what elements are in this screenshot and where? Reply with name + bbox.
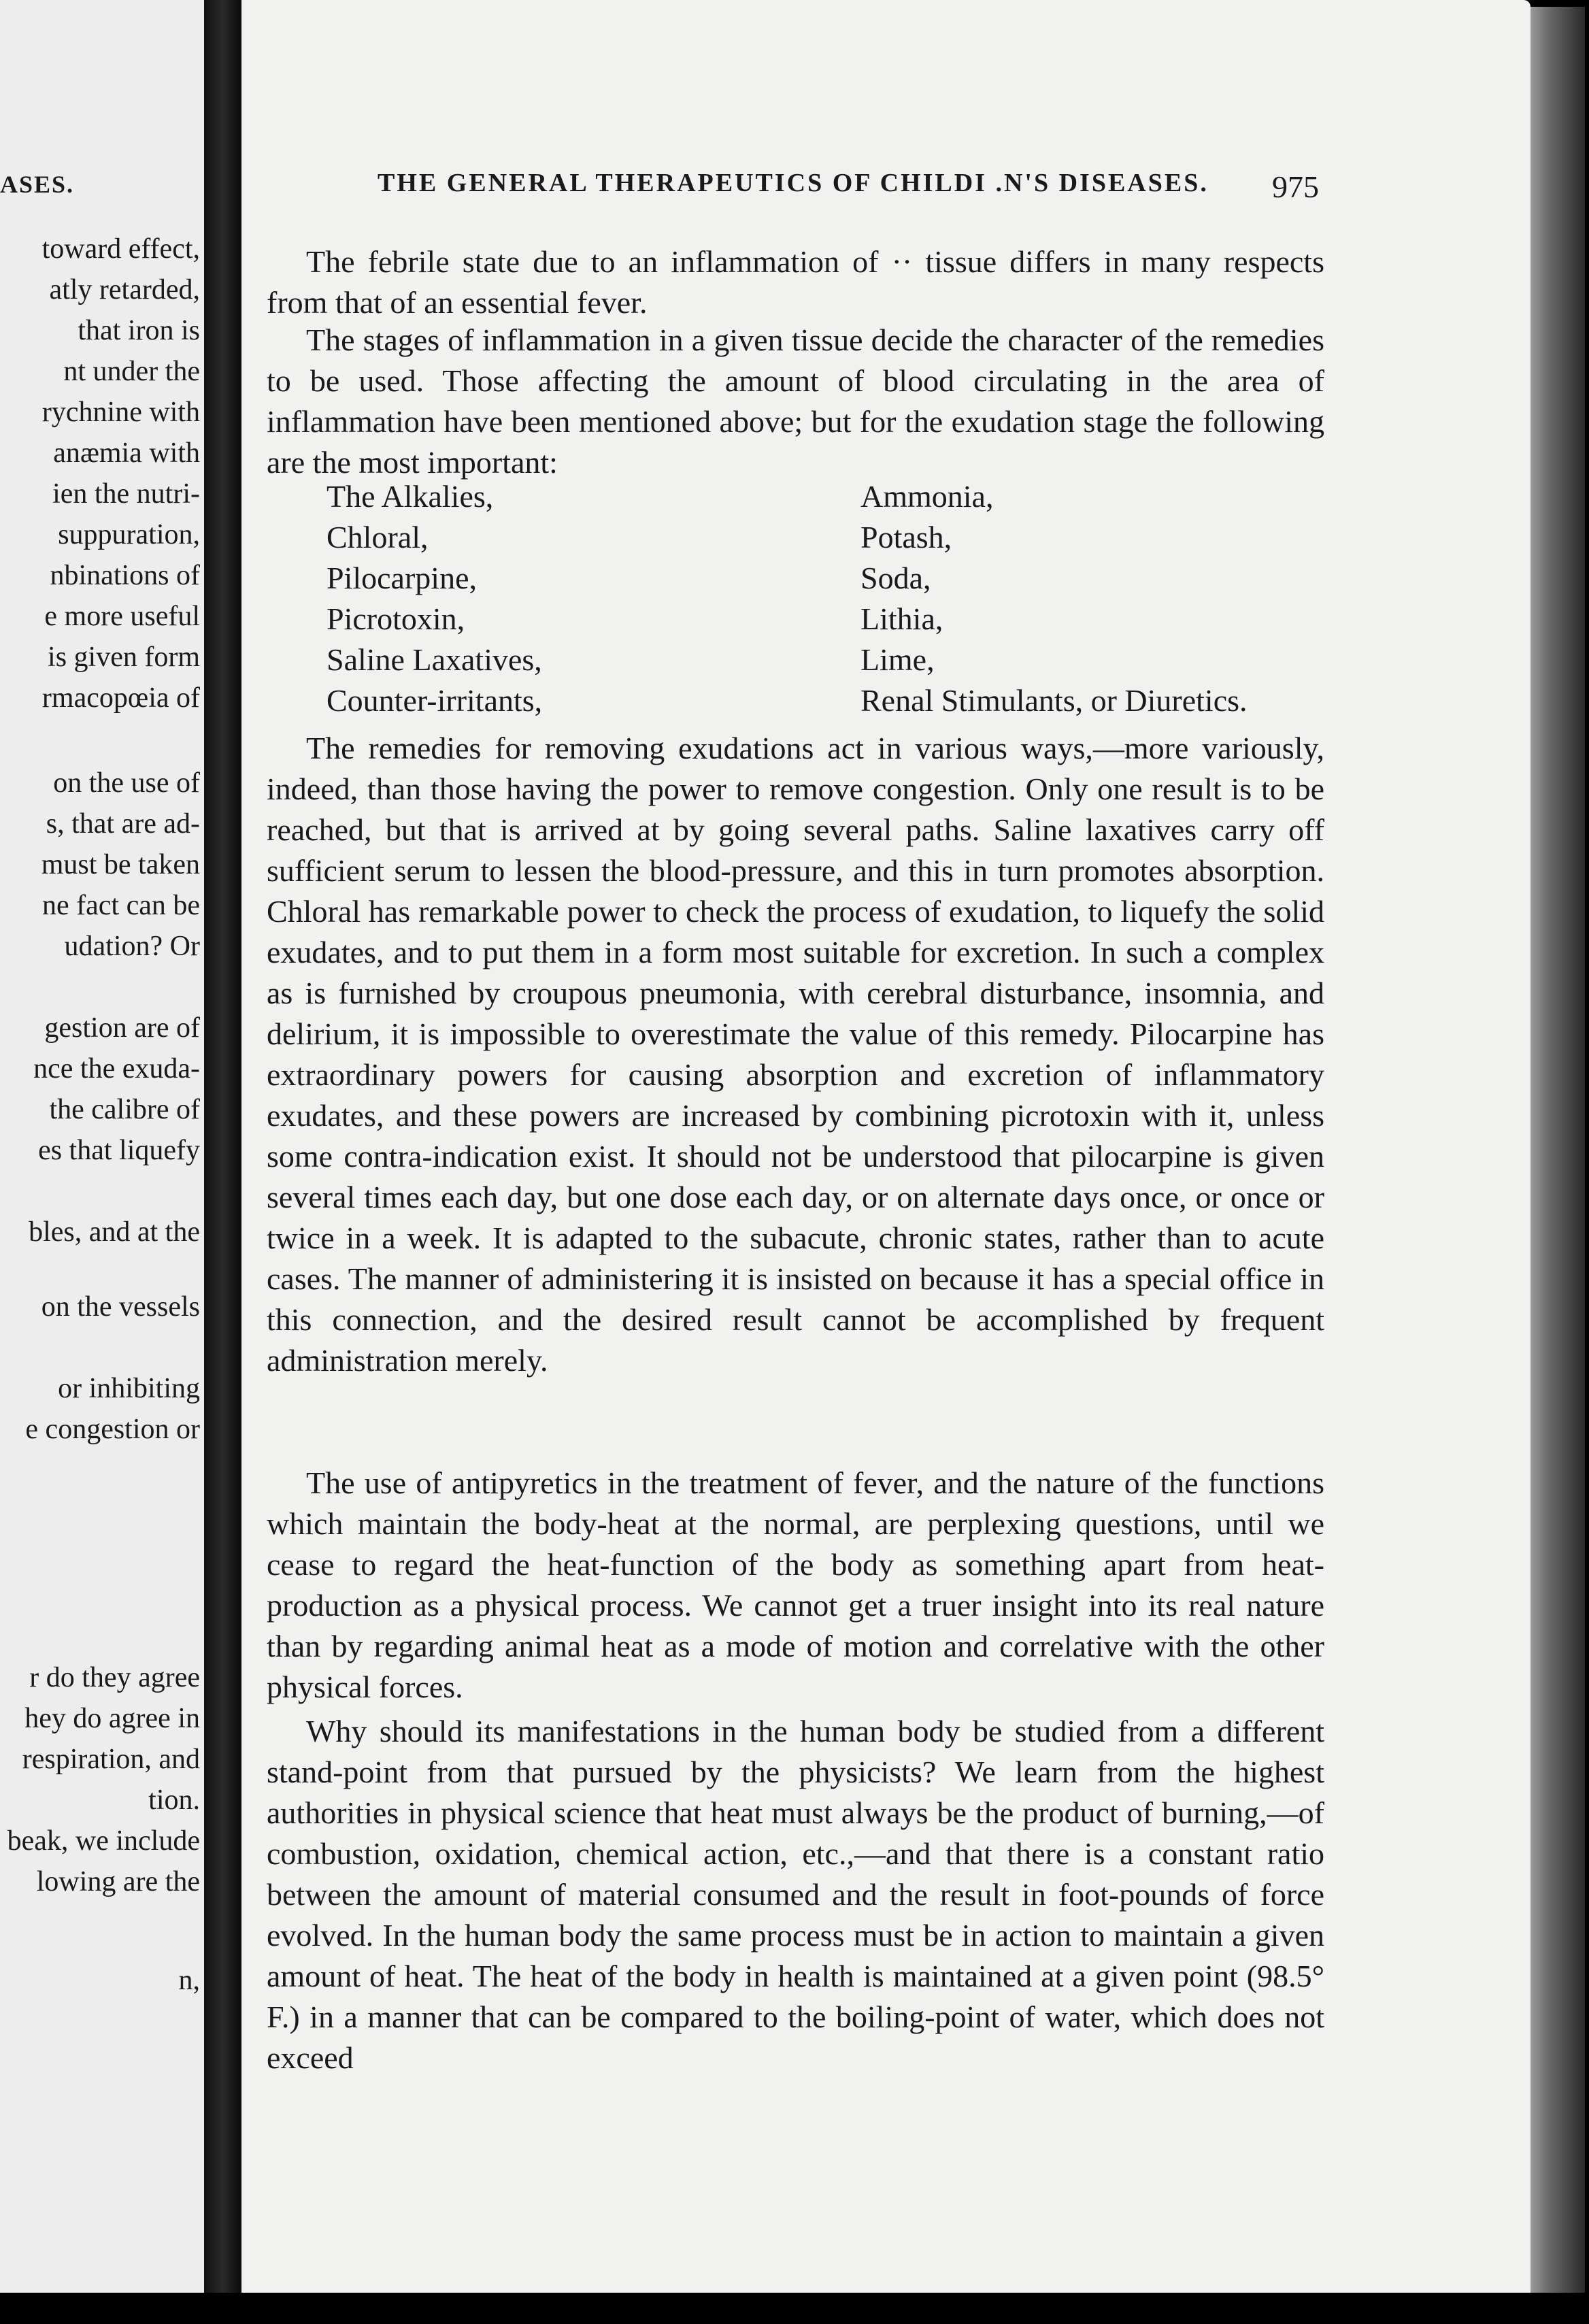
remedy-row [327, 558, 1320, 599]
left-text-fragment: gestion are of [44, 1012, 200, 1044]
left-text-fragment: e more useful [44, 601, 200, 632]
left-text-fragment: bles, and at the [29, 1216, 200, 1248]
paragraph-1: The febrile state due to an inflammation of ·· tissue differs in many respects from that of an essential fever. [267, 244, 1324, 320]
remedy-row [327, 517, 1320, 558]
left-text-fragment: must be taken [41, 849, 200, 880]
remedy-right: Lime, [860, 642, 935, 677]
remedy-right: Potash, [860, 520, 952, 554]
remedy-left: Counter-irritants, [327, 683, 543, 718]
remedy-row [327, 640, 1320, 680]
remedy-right: Renal Stimulants, or Diuretics. [860, 683, 1248, 718]
remedy-left: The Alkalies, [327, 479, 494, 514]
left-text-fragment: on the vessels [41, 1291, 200, 1323]
left-text-fragment: nt under the [63, 356, 200, 387]
left-text-fragment: toward effect, [41, 233, 200, 265]
left-text-fragment: on the use of [53, 767, 200, 799]
running-head: THE GENERAL THERAPEUTICS OF CHILDI .N'S DISEASES. [378, 169, 1209, 197]
left-text-fragment: anæmia with [53, 437, 200, 469]
left-text-fragment: s, that are ad- [46, 808, 200, 840]
left-text-fragment: ien the nutri- [52, 478, 200, 510]
left-text-fragment: that iron is [78, 315, 200, 346]
left-text-fragment: atly retarded, [49, 274, 200, 305]
remedy-left: Pilocarpine, [327, 561, 477, 595]
left-text-fragment: nce the exuda- [33, 1053, 200, 1084]
left-text-fragment: the calibre of [49, 1094, 200, 1125]
left-text-fragment: es that liquefy [38, 1135, 200, 1166]
left-text-fragment: ne fact can be [41, 890, 200, 921]
remedy-right: Ammonia, [860, 479, 994, 514]
left-text-fragment: respiration, and [22, 1744, 200, 1775]
paragraph-3: The remedies for removing exudations act in various ways,—more variously, indeed, than those having the power to remove congestion. Only one result is to be reached, but that is arrived at by going several paths. Saline laxatives carry off sufficient serum to lessen the blood-pressure, and this in turn promotes absorption. Chloral has remarkable power to check the process of exudation, to liquefy the solid exudates, and to put them in a form most suitable for excretion. In such a complex as is furnished by croupous pneumonia, with cerebral disturbance, insomnia, and delirium, it is impossible to overestimate the value of this remedy. Pilocarpine has extraordinary powers for causing absorption and excretion of inflammatory exudates, and these powers are increased by combining picrotoxin with it, unless some contra-indication exist. It should not be understood that pilocarpine is given several times each day, but one dose each day, or on alternate days once, or once or twice in a week. It is adapted to the subacute, chronic states, rather than to acute cases. The manner of administering it is insisted on because it has a special office in this connection, and the desired result cannot be accomplished by frequent administration merely. [267, 731, 1324, 1378]
left-page-fragment [0, 0, 204, 2324]
left-text-fragment: hey do agree in [24, 1703, 200, 1734]
left-text-fragment: is given form [48, 642, 200, 673]
remedy-left: Saline Laxatives, [327, 642, 542, 677]
paragraph-5: Why should its manifestations in the human body be studied from a different stand-point from that pursued by the physicists? We learn from the highest authorities in physical science that heat must always be the product of burning,—of combustion, oxidation, chemical action, etc.,—and that there is a constant ratio between the amount of material consumed and the result in foot-pounds of force evolved. In the human body the same process must be in action to maintain a given amount of heat. The heat of the body in health is maintained at a given point (98.5° F.) in a manner that can be compared to the boiling-point of water, which does not exceed [267, 1714, 1324, 2075]
left-text-fragment: suppuration, [58, 519, 200, 550]
left-text-fragment: udation? Or [64, 931, 200, 962]
remedy-right: Lithia, [860, 601, 943, 636]
left-text-fragment: nbinations of [50, 560, 200, 591]
paragraph-2: The stages of inflammation in a given tissue decide the character of the remedies to be used. Those affecting the amount of blood circulating in the area of inflammation have been mentioned above; but for the exudation stage the following are the most important: [267, 322, 1324, 480]
page-number: 975 [1272, 169, 1319, 204]
remedy-list [327, 476, 1320, 721]
paragraph-4: The use of antipyretics in the treatment of fever, and the nature of the functions which maintain the body-heat at the normal, are perplexing questions, until we cease to regard the heat-function of the body as something apart from heat-production as a physical process. We cannot get a truer insight into its real nature than by regarding animal heat as a mode of motion and correlative with the other physical forces. [267, 1465, 1324, 1704]
remedy-row [327, 599, 1320, 640]
left-text-fragment: lowing are the [36, 1866, 200, 1897]
left-text-fragment: rychnine with [41, 397, 200, 428]
remedy-right: Soda, [860, 561, 931, 595]
left-text-fragment: beak, we include [7, 1825, 200, 1857]
left-text-fragment: tion. [148, 1784, 200, 1816]
left-running-head: ASES. [0, 171, 75, 198]
bottom-border [0, 2293, 1589, 2324]
left-text-fragment: rmacopœia of [41, 682, 200, 714]
page-edge [1531, 7, 1585, 2293]
remedy-left: Picrotoxin, [327, 601, 465, 636]
book-spine [204, 0, 241, 2324]
remedy-left: Chloral, [327, 520, 429, 554]
remedy-row [327, 680, 1320, 721]
left-text-fragment: or inhibiting [58, 1373, 200, 1404]
left-text-fragment: e congestion or [25, 1414, 200, 1445]
left-text-fragment: r do they agree [29, 1662, 200, 1693]
remedy-row [327, 476, 1320, 517]
left-text-fragment: n, [178, 1965, 200, 1996]
